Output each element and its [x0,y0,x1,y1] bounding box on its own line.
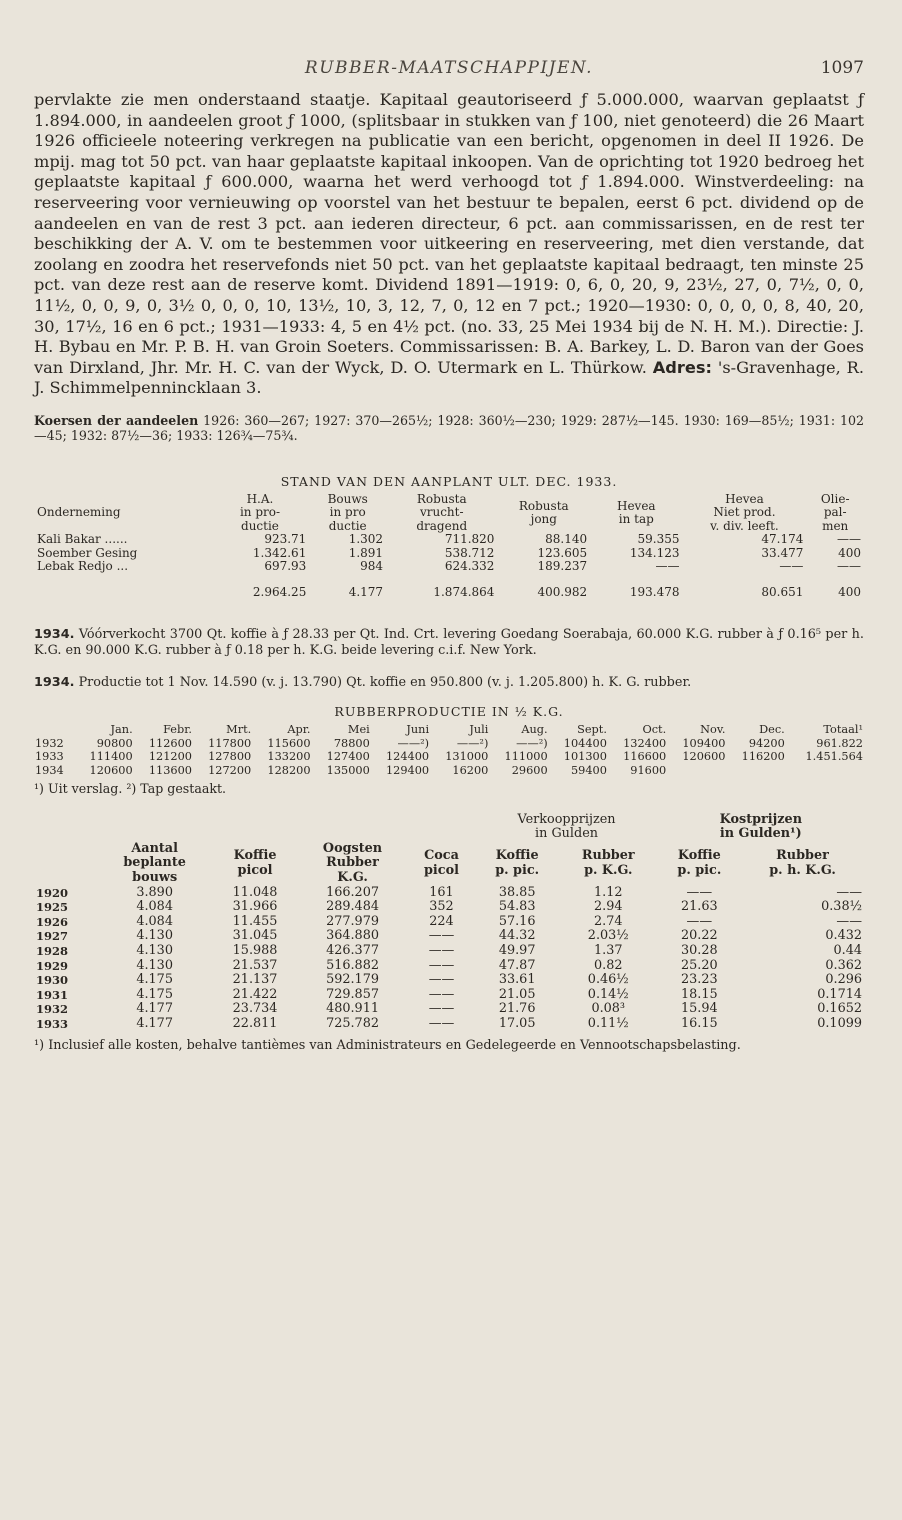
koersen-text: 1926: 360—267; 1927: 370—265½; 1928: 360½—230; 1929: 287½—145. 1930: 169—85½; 1931: 102—45; 1932: 87½—36; 1933: 126¾—75¾. [34,412,864,444]
month-header: Sept. [577,723,607,737]
table-cell: 624.332 [444,559,495,574]
aanplant-col-header-line: Hevea [725,491,764,506]
aanplant-col-header-line: ductie [328,518,367,533]
table-cell: 33.61 [498,972,536,988]
table-cell: 0.1652 [817,1001,862,1017]
table-cell: —— [836,884,862,900]
estate-name: Soember Gesing [37,545,138,560]
aanplant-col-header-line: Hevea [616,498,656,513]
table-cell: 17.05 [498,1016,536,1031]
table-cell: —— [428,943,455,959]
month-header: Jan. [110,723,133,737]
aanplant-col-header-line: Robusta [416,491,467,506]
running-title: RUBBER-MAATSCHAPPIJEN. [304,58,594,78]
aanplant-col-header-line: Niet prod. [713,505,776,520]
table-cell: 127800 [208,750,252,764]
totals-row [34,574,864,600]
month-header [34,723,74,737]
aanplant-col-header-line: in tap [618,512,654,527]
table-cell: 33.477 [761,545,804,560]
page-number: 1097 [820,58,864,78]
production-col-header-line: Koffie [677,848,721,864]
table-cell: 116600 [623,750,667,764]
table-cell: 135000 [326,763,370,777]
year-cell: 1927 [36,929,69,944]
aanplant-caption: STAND VAN DEN AANPLANT ULT. DEC. 1933. [280,473,618,489]
rubberproductie-header-row [34,723,864,737]
table-row [34,915,864,930]
table-cell: —— [686,913,713,929]
aanplant-col-header [34,493,211,534]
production-col-header [658,842,741,886]
table-cell: 111400 [89,750,133,764]
aanplant-col-header [386,493,497,534]
total-cell: 1.874.864 [433,584,495,599]
production-table [34,813,864,1032]
table-row [34,533,864,547]
table-cell: —— [428,957,455,973]
note2-year: 1934. [34,674,75,690]
production-header-row [34,842,864,886]
aanplant-col-header-line: in pro- [239,505,281,520]
table-cell: 4.130 [136,957,173,973]
table-cell: 21.137 [232,972,278,988]
table-cell: 23.23 [681,972,718,988]
production-col-header [34,842,97,886]
table-cell: —— [428,1016,455,1031]
table-cell: 4.130 [136,943,173,959]
total-cell: 400.982 [537,584,588,599]
table-cell: 189.237 [537,559,588,574]
table-cell: 91600 [630,763,667,777]
month-header: Oct. [642,723,667,737]
aanplant-col-header-line: H.A. [246,491,274,506]
note1-year: 1934. [34,627,75,643]
table-cell: 124400 [385,750,430,764]
table-cell: 923.71 [264,532,307,547]
table-cell: —— [836,913,862,929]
table-cell: ——²) [397,736,430,750]
table-cell: 132400 [623,736,667,750]
table-cell: 59400 [570,763,607,777]
table-cell [726,764,785,778]
table-cell: 224 [429,913,454,929]
aanplant-col-header-line: v. div. leeft. [710,518,779,533]
table-cell: 4.084 [136,899,173,915]
table-cell: 49.97 [498,943,536,959]
table-cell: 0.1099 [817,1016,862,1031]
table-cell: 0.46½ [587,972,629,988]
table-cell: 30.28 [681,943,718,959]
table-cell: 480.911 [326,1001,379,1017]
table-cell: —— [837,559,861,574]
aanplant-col-header-line: Robusta [518,498,569,513]
aanplant-col-header [682,493,806,534]
table-cell: 134.123 [629,545,680,560]
table-cell: 15.94 [681,1001,718,1017]
table-cell: 0.11½ [587,1016,629,1031]
verkoop-line-2: in Gulden [535,826,599,842]
total-cell: 400 [838,584,861,599]
table-cell: 711.820 [444,532,495,547]
aanplant-body [34,533,864,599]
table-cell: 0.08³ [591,1001,626,1017]
koersen-paragraph [34,413,864,444]
table-cell: 113600 [148,763,192,777]
table-row [34,959,864,974]
table-cell: 127200 [208,763,252,777]
aanplant-col-header [497,493,590,534]
body-paragraph [34,90,864,399]
table-cell: 1.451.564 [805,750,863,764]
table-cell: 729.857 [326,986,379,1002]
table-cell: 21.76 [498,1001,536,1017]
month-header: Apr. [287,723,311,737]
table-cell: 1.302 [348,532,384,547]
aanplant-header-row [34,493,864,534]
year-cell: 1931 [36,987,69,1002]
kost-line-2: in Gulden¹) [719,826,802,842]
table-cell: 0.38½ [821,899,862,915]
table-cell: 984 [360,559,384,574]
month-header: Aug. [521,723,548,737]
year-cell: 1920 [36,885,69,900]
total-cell: 4.177 [348,584,384,599]
production-col-header [97,842,213,886]
table-cell: 0.14½ [587,986,629,1002]
body-text: pervlakte zie men onderstaand staatje. Kapitaal geautoriseerd ƒ 5.000.000, waarvan geplaatst ƒ 1.894.000, in aandeelen groot ƒ 1000, (splitsbaar in stukken van ƒ 100, niet genoteerd) die 26 Maart 1926 officieele noteering verkregen na publicatie van een bericht, opgenomen in deel II 1926. De mpij. mag tot 50 pct. van haar geplaatste kapitaal inkoopen. Van de oprichting tot 1920 bedroeg het geplaatste kapitaal ƒ 600.000, waarna het werd verhoogd tot ƒ 1.894.000. Winstverdeeling: na reserveering voor vernieuwing op voorstel van het bestuur te bepalen, eerst 6 pct. dividend op de aandeelen en van de rest 3 pct. aan iederen directeur, 6 pct. aan commissarissen, en de rest ter beschikking der A. V. om te bestemmen voor uitkeering en reserveering, met dien verstande, dat zoolang en zoodra het reservefonds niet 50 pct. van het geplaatste kapitaal bedraagt, ten minste 25 pct. van deze rest aan de reserve komt. Dividend 1891—1919: 0, 6, 0, 20, 9, 23½, 27, 0, 7½, 0, 0, 11½, 0, 0, 9, 0, 3½ 0, 0, 0, 10, 13½, 10, 3, 12, 7, 0, 12 en 7 pct.; 1920—1930: 0, 0, 0, 0, 8, 40, 20, 30, 17½, 16 en 6 pct.; 1931—1933: 4, 5 en 4½ pct. (no. 33, 25 Mei 1934 bij de N. H. M.). Directie: J. H. Bybau en Mr. P. B. H. van Groin Soeters. Commissarissen: B. A. Barkey, L. D. Baron van der Goes van Dirxland, Jhr. Mr. H. C. van der Wyck, D. O. Utermark en L. Thürkow. [34,90,864,377]
table-cell: 18.15 [681,986,718,1002]
production-col-header-line: beplante [123,855,186,871]
table-cell: ——²) [456,736,489,750]
table-cell: 4.177 [136,1016,173,1031]
rubberproductie-table [34,723,864,777]
month-header: Febr. [163,723,192,737]
table-cell: 4.177 [136,1001,173,1017]
table-cell: 1.37 [594,943,623,959]
table-row [34,1017,864,1032]
table-row [34,560,864,574]
table-cell: 21.63 [681,899,718,915]
production-col-header-line: Koffie [233,848,277,864]
table-cell: 21.422 [232,986,278,1002]
table-cell: ——²) [516,736,548,750]
table-cell: 0.1714 [817,986,862,1002]
table-cell: 20.22 [681,928,718,944]
table-cell: 121200 [148,750,192,764]
table-cell: 47.174 [761,532,804,547]
table-cell: 31.045 [232,928,278,944]
production-col-header-line: picol [237,862,273,878]
table-cell: 59.355 [637,532,680,547]
aanplant-table [34,493,864,600]
table-cell: —— [655,559,680,574]
table-row [34,973,864,988]
estate-name: Kali Bakar ...... [37,532,128,547]
table-cell: 2.03½ [587,928,629,944]
table-cell: 1.342.61 [252,545,307,560]
year-cell: 1930 [36,973,69,988]
production-col-header-line: p. pic. [495,862,540,878]
month-header: Nov. [700,723,726,737]
production-col-header-line: Koffie [495,848,539,864]
table-cell: 78800 [333,736,370,750]
table-cell: 104400 [563,736,607,750]
table-cell: 133200 [267,750,311,764]
table-cell: 400 [838,545,861,560]
note-voorverkocht [34,627,864,658]
rubberproductie-footnote: ¹) Uit verslag. ²) Tap gestaakt. [34,781,227,797]
table-row [34,900,864,915]
aanplant-section [34,474,864,600]
table-row [34,547,864,561]
rubberproductie-body [34,737,864,778]
table-cell: 16.15 [681,1016,718,1031]
table-cell: 4.175 [136,972,173,988]
table-cell: 4.130 [136,928,173,944]
table-cell: 129400 [385,763,430,777]
table-cell: 47.87 [498,957,536,973]
production-col-header [559,842,658,886]
table-cell: 112600 [148,736,192,750]
verkoop-group-header [475,813,657,842]
production-col-header-line: Rubber [581,848,635,864]
total-cell: 193.478 [629,584,680,599]
table-cell: 29600 [511,763,548,777]
table-row [34,944,864,959]
table-cell: 44.32 [498,928,536,944]
table-cell: 697.93 [264,559,307,574]
total-cell: 2.964.25 [252,584,307,599]
aanplant-col-header-line: vrucht- [419,505,464,520]
aanplant-col-header [806,493,864,534]
table-cell: 16200 [452,763,489,777]
table-cell: 25.20 [681,957,718,973]
year-cell: 1925 [36,900,69,915]
table-cell: 725.782 [326,1016,379,1031]
production-col-header-line: p. K.G. [584,862,633,878]
table-cell: 90800 [96,736,133,750]
aanplant-col-header-line: Olie- [820,491,850,506]
year-cell: 1932 [35,736,64,750]
table-cell: —— [428,1001,455,1017]
production-col-header [475,842,558,886]
table-cell: 11.048 [232,884,278,900]
table-cell: 120600 [89,763,133,777]
month-header: Dec. [759,723,785,737]
table-cell: 0.432 [825,928,862,944]
table-cell: 4.175 [136,986,173,1002]
table-cell: 31.966 [232,899,278,915]
address-label: Adres: [652,357,712,377]
year-cell: 1928 [36,944,69,959]
table-cell: 38.85 [498,884,536,900]
table-cell: 166.207 [326,884,379,900]
table-cell: 364.880 [326,928,379,944]
table-cell [786,764,864,778]
table-row [34,929,864,944]
production-col-header [213,842,298,886]
production-col-header-line: Coca [424,848,459,864]
rubberproductie-section [34,704,864,797]
aanplant-col-header-line: Onderneming [37,505,121,520]
month-header: Mrt. [226,723,252,737]
aanplant-col-header-line: ductie [241,518,279,533]
verkoop-line-1: Verkoopprijzen [517,811,616,827]
production-col-header [741,842,864,886]
table-cell: 352 [429,899,454,915]
month-header: Totaal¹ [823,723,863,737]
production-col-header-line: picol [423,862,459,878]
table-cell: 1.891 [348,545,384,560]
table-cell: 22.811 [232,1016,278,1031]
table-cell: 120600 [682,750,726,764]
table-row [34,750,864,764]
production-body [34,886,864,1032]
total-cell [34,574,211,600]
table-cell: —— [779,559,804,574]
production-col-header-line: bouws [132,870,178,886]
table-cell: 117800 [208,736,252,750]
table-cell: 2.74 [594,913,623,929]
production-col-header-line: K.G. [337,870,368,886]
production-col-header-line: Aantal [131,840,178,856]
table-row [34,1002,864,1017]
month-header: Juni [406,723,430,737]
table-cell: 538.712 [444,545,495,560]
page-header [34,58,864,84]
table-cell: 21.537 [232,957,278,973]
table-cell: —— [428,972,455,988]
aanplant-col-header-line: men [822,518,849,533]
table-cell: 88.140 [545,532,588,547]
address-text: 's-Gravenhage, R. J. Schimmelpennincklaan 3. [34,357,864,398]
note-productie [34,675,864,691]
production-footnote: ¹) Inclusief alle kosten, behalve tantièmes van Administrateurs en Gedelegeerde en Vennootschapsbelasting. [34,1037,741,1053]
month-header: Juli [469,723,489,737]
year-cell: 1933 [35,750,64,764]
year-cell: 1932 [36,1002,69,1017]
table-cell: 277.979 [326,913,379,929]
estate-name: Lebak Redjo ... [37,559,129,574]
table-cell: 54.83 [498,899,536,915]
table-cell: 11.455 [232,913,278,929]
aanplant-col-header-line: Bouws [327,491,368,506]
aanplant-col-header [211,493,310,534]
table-row [34,988,864,1003]
table-cell: 123.605 [537,545,588,560]
table-cell: 116200 [741,750,785,764]
table-cell: 961.822 [816,736,863,750]
table-cell: 2.94 [594,899,623,915]
table-cell: 127400 [326,750,370,764]
table-cell: 131000 [445,750,489,764]
koersen-label: Koersen der aandeelen [34,412,199,428]
aanplant-col-header [590,493,682,534]
table-cell: —— [837,532,861,547]
table-row [34,764,864,778]
note1-text: Vóórverkocht 3700 Qt. koffie à ƒ 28.33 per Qt. Ind. Crt. levering Goedang Soerabaja, 60.000 K.G. rubber à ƒ 0.16⁵ per h. K.G. en 90.000 K.G. rubber à ƒ 0.18 per h. K.G. beide levering c.i.f. New York. [34,627,864,658]
production-section [34,813,864,1053]
table-cell: 128200 [267,763,311,777]
table-cell: —— [686,884,713,900]
table-cell: 0.44 [833,943,862,959]
table-row [34,737,864,751]
production-col-header-line: Rubber [776,848,829,864]
aanplant-col-header-line: dragend [416,518,468,533]
table-cell: 3.890 [136,884,173,900]
table-cell: 0.82 [594,957,623,973]
table-cell: 592.179 [326,972,379,988]
note2-text: Productie tot 1 Nov. 14.590 (v. j. 13.790) Qt. koffie en 950.800 (v. j. 1.205.800) h. K. G. rubber. [78,674,692,690]
table-cell: 15.988 [232,943,278,959]
rubberproductie-caption: RUBBERPRODUCTIE IN ½ K.G. [334,704,564,720]
table-cell: 0.362 [825,957,862,973]
table-cell [667,764,726,778]
production-col-header-line: p. pic. [677,862,722,878]
production-col-header [298,842,408,886]
table-cell: 23.734 [232,1001,278,1017]
table-cell: 115600 [267,736,311,750]
year-cell: 1933 [36,1017,69,1031]
year-cell: 1926 [36,914,69,929]
month-header: Mei [347,723,370,737]
table-cell: 57.16 [498,913,536,929]
production-col-header-line: Oogsten [322,840,383,856]
table-cell: 1.12 [594,884,623,900]
table-row [34,886,864,901]
production-col-header-line: Rubber [326,855,379,871]
table-cell: 109400 [682,736,726,750]
table-cell: 426.377 [326,943,379,959]
table-cell: 111000 [504,750,548,764]
kost-group-header [658,813,864,842]
aanplant-col-header-line: pal- [823,505,847,520]
production-group-header-row [34,813,864,842]
aanplant-col-header [309,493,386,534]
aanplant-col-header-line: jong [530,512,557,527]
table-cell: 101300 [563,750,607,764]
table-cell: —— [428,986,455,1002]
table-cell: 289.484 [326,899,379,915]
table-cell: 516.882 [326,957,379,973]
table-cell: 0.296 [825,972,862,988]
year-cell: 1934 [35,763,64,777]
total-cell: 80.651 [761,584,804,599]
aanplant-col-header-line: in pro [329,505,366,520]
table-cell: —— [428,928,455,944]
table-cell: 4.084 [136,913,173,929]
table-cell: 21.05 [498,986,536,1002]
table-cell: 94200 [748,736,785,750]
kost-line-1: Kostprijzen [719,811,802,827]
table-cell: 161 [429,884,454,900]
year-cell: 1929 [36,958,69,973]
production-col-header-line: p. h. K.G. [769,862,836,878]
production-col-header [408,842,476,886]
